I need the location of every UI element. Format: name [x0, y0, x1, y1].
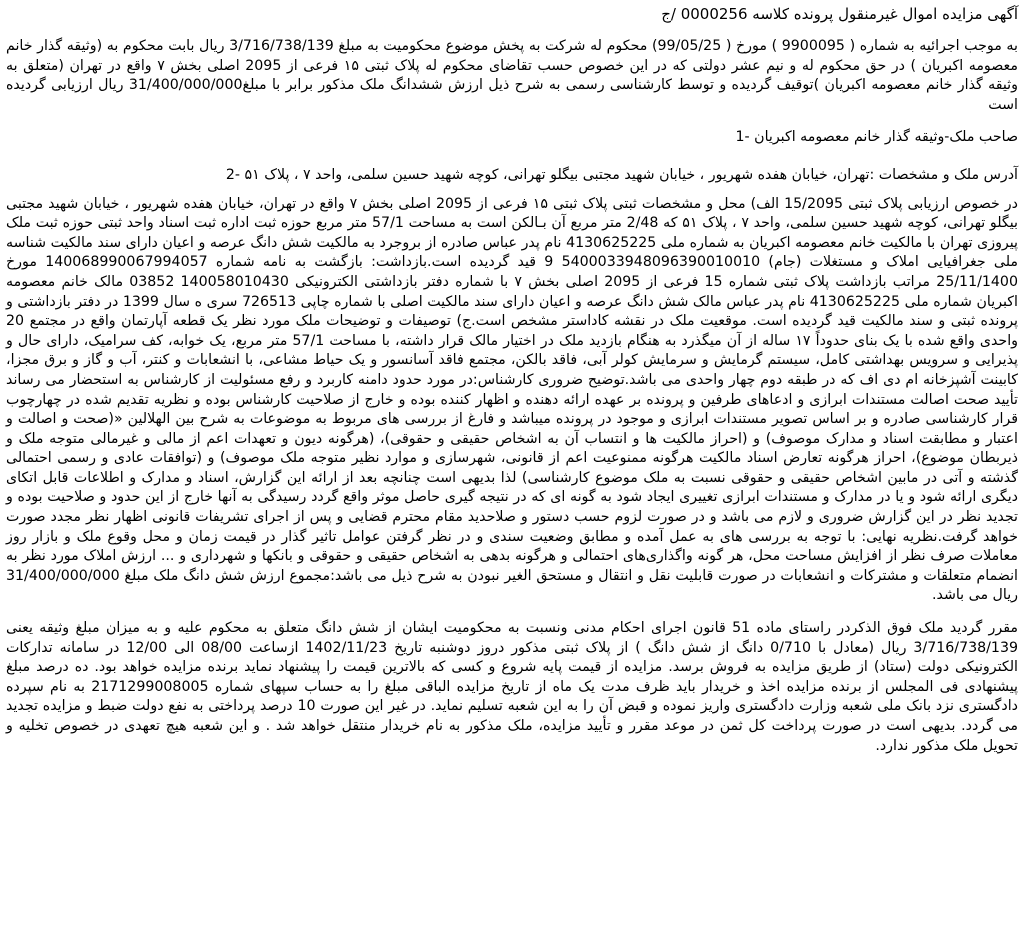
- property-owner-line: صاحب ملک-وثیقه گذار خانم معصومه اکبریان -1: [735, 129, 1018, 146]
- auction-notice: [6, 4, 1018, 926]
- property-description-paragraph: در خصوص ارزیابی پلاک ثبتی 15/2095 الف) محل و مشخصات ثبتی پلاک ثبتی ۱۵ فرعی از 2095 اصلی بخش ۷ واقع در تهران، خیابان هفده شهریور ، خیابان شهید مجتبی بیگلو تهرانی، کوچه شهید حسین سلمی، واحد ۷ ، پلاک ۵۱ که 2/48 متر مربع آن بـالکن است به مساحت 57/1 متر مربع حوزه ثبت اداره ثبت اسناد واحد ثبتی حوزه ثبت ملک پیروزی تهران با مالکیت خانم معصومه اکبریان به شماره ملی 4130625225 نام پدر عباس صادره از بروجرد به مالکیت شش دانگ عرصه و اعیان دارای سند مالکیت شناسه ملی جغرافیایی املاک و مستغلات (جام) 5400033948096390010010 9 قید گردیده است.بازداشت: بازگشت به نامه شماره 140068990067994057 مورخ 25/11/1400 مراتب بازداشت پلاک ثبتی شماره 15 فرعی از 2095 اصلی بخش ۷ با شماره دفتر بازداشتی الکترونیکی 140058010430 03852 مالک خانم معصومه اکبریان شماره ملی 4130625225 نام پدر عباس مالک شش دانگ عرصه و اعیان دارای سند مالکیت اصلی با شماره چاپی 726513 سری ه سال 1399 در دفتر بازداشتی و پرونده ثبتی و سند مالکیت قید گردیده است. موقعیت ملک در نقشه کاداستر مشخص است.ج) توصیفات و توضیحات ملک مورد نظر یک قطعه آپارتمان واقع در مجتمع 20 واحدی واقع شده با یک بنای حدوداً ۱۷ ساله از آن میگذرد به هنگام بازدید ملک در اختیار مالک قرار داشته، با مساحت 57/1 متر مربع، یک خوابه، کف سرامیک، دارای حال و پذیرایی و سرویس بهداشتی کامل، سیستم گرمایش و سرمایش کولر آبی، فاقد بالکن، مجتمع فاقد آسانسور و یک حیاط مشاعی، با انشعابات و کنتر، آب و گاز و برق مجزا، کابینت آشپزخانه ام دی اف که در طبقه دوم چهار واحدی می باشد.توضیح ضروری کارشناس:در مورد حدود دامنه کاربرد و رفع مسئولیت از کارشناس به استحضار می رساند تأیید صحت اصالت مستندات ابرازی و ادعاهای طرفین و پرونده بر عهده ارائه دهنده و اظهار کننده بوده و خارج از صلاحیت کارشناس بوده و نظریه تقدیم شده در چهارچوب قرار کارشناسی صادره و بر اساس تصویر مستندات ابرازی و موجود در پرونده میباشد و فارغ از بررسی های مربوط به موضوعات به شرح بین الهلالین «(صحت و اصالت و اعتبار و مطابقت اسناد و مدارک موصوف) و (احراز مالکیت ها و انتساب آن به اشخاص حقیقی و حقوقی)، (هرگونه دیون و تعهدات اعم از مالی و غیرمالی متوجه ملک و ذیربطان موضوع)، احراز هرگونه تعارض اسناد مالکیت هرگونه ممنوعیت اعم از قانونی، شهرسازی و موارد نظیر متوجه ملک موصوف) و (توافقات عادی و رسمی احتمالی گذشته و آتی در مابین اشخاص حقیقی و حقوقی نسبت به ملک موضوع کارشناسی) لذا بدیهی است چنانچه بعد از ارائه این گزارش، اسناد و مدارک و اطلاعات قابل اتکای دیگری ارائه شود و یا در مدارک و مستندات ابرازی تغییری ایجاد شود به گونه ای که در نتیجه گیری حاصل موثر واقع گردد رسیدگی به آنها خارج از این حدود و صلاحیت بوده و تجدید نظر در این گزارش ضروری و لازم می باشد و در صورت لزوم حسب دستور و صلاحدید مقام محترم قضایی و پس از اجرای تشریفات قانونی اظهار نظر مجدد صورت خواهد گرفت.نظریه نهایی: با توجه به بررسی های به عمل آمده و مطابق وضعیت سندی و در نظر گرفتن عوامل تاثیر گذار در قیمت زمان و محل وقوع ملک و بازار روز معاملات صرف نظر از افزایش مساحت محل، هر گونه واگذاری‌های احتمالی و هرگونه بدهی به اشخاص حقیقی و حقوقی و بانکها و شهرداری و ... ارزش املاک مورد نظر به انضمام متعلقات و مشترکات و انشعابات در صورت قابلیت نقل و انتقال و مستحق الغیر نبودن به شرح ذیل می باشد:مجموع ارزش شش دانگ ملک مبلغ 31/400/000/000 ریال می باشد.: [6, 195, 1018, 604]
- property-address-line: آدرس ملک و مشخصات :تهران، خیابان هفده شهریور ، خیابان شهید مجتبی بیگلو تهرانی، کوچه شهید حسین سلمی، واحد ۷ ، پلاک ۵۱ -2: [225, 166, 1018, 183]
- auction-decision-paragraph: مقرر گردید ملک فوق الذکردر راستای ماده 51 قانون اجرای احکام مدنی ونسبت به محکومیت ایشان از شش دانگ متعلق به محکوم علیه و به میزان مبلغ وثیقه یعنی 3/716/738/139 ریال (معادل با 0/710 دانگ از شش دانگ ) از پلاک ثبتی مذکور دروز دوشنبه تاریخ 1402/11/23 ازساعت 08/00 الی 12/00 در سامانه تدارکات الکترونیکی دولت (ستاد) از طریق مزایده به فروش برسد. مزایده از قیمت پایه شروع و کسی که بالاترین قیمت را پیشنهاد نماید برنده مزایده خواهد بود. ده درصد مبلغ پیشنهادی فی المجلس از برنده مزایده اخذ و خریدار باید ظرف مدت یک ماه از تاریخ مزایده الباقی مبلغ را به حساب سپهای شماره 2171299008005 به نام سپرده دادگستری نزد بانک ملی شعبه وزارت دادگستری واریز نموده و قبض آن را به این شعبه تسلیم نماید. در غیر این صورت 10 درصد پرداختی به نفع دولت ضبط و مزایده تجدید می گردد. بدیهی است در صورت پرداخت کل ثمن در موعد مقرر و تأیید مزایده، ملک مذکور به نام خریدار منتقل خواهد شد . و این شعبه هیچ تعهدی در خصوص تخلیه و تحویل ملک مذکور ندارد.: [6, 620, 1019, 754]
- notice-title: آگهی مزایده اموال غیرمنقول پرونده کلاسه 0000256 /ج: [661, 5, 1018, 23]
- notice-intro-paragraph: به موجب اجرائیه به شماره ( 9900095 ) مورخ ( 99/05/25) محکوم له شرکت به پخش موضوع محکومیت به مبلغ 3/716/738/139 ریال بابت محکوم به (وثیقه گذار خانم معصومه اکبریان ) در حق محکوم له و نیم عشر دولتی که در این خصوص حسب تقاضای محکوم له پلاک ثبتی ۱۵ فرعی از 2095 اصلی بخش ۷ واقع در تهران (متعلق به وثیقه گذار خانم معصومه اکبریان )توقیف گردیده و توسط کارشناسی رسمی به شرح ذیل ارزش ششدانگ ملک مذکور برابر با مبلغ31/400/000/000 ریال ارزیابی گردیده است: [6, 38, 1018, 113]
